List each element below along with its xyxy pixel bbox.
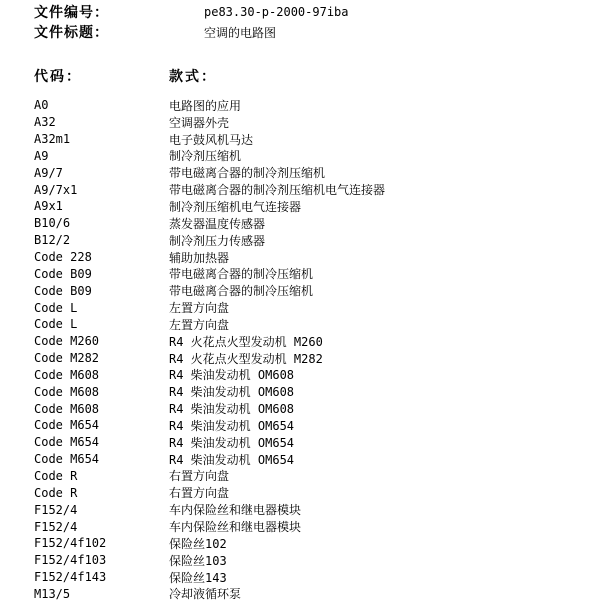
style-column-header: 款式： [169,69,217,85]
row-description: R4 柴油发动机 OM608 [169,402,295,417]
table-header [34,66,217,86]
table-row [34,282,385,299]
row-code: Code M654 [34,435,100,450]
row-description: 电路图的应用 [169,98,242,113]
table-row [34,468,385,485]
row-description: R4 柴油发动机 OM608 [169,385,295,400]
row-description: 制冷剂压缩机 [169,149,242,164]
table-row [34,181,385,198]
row-code: Code 228 [34,250,92,265]
row-code: F152/4f102 [34,536,107,551]
table-row [34,316,385,333]
table-row [34,400,385,417]
row-description: R4 柴油发动机 OM654 [169,435,295,450]
row-code: Code M608 [34,401,100,416]
row-description: 左置方向盘 [169,317,230,332]
row-description: 右置方向盘 [169,486,230,501]
row-code: F152/4 [34,502,78,517]
row-code: Code R [34,468,78,483]
row-code: A9 [34,148,49,163]
table-row [34,383,385,400]
row-description: R4 柴油发动机 OM608 [169,368,295,383]
table-row [34,569,385,586]
row-description: 车内保险丝和继电器模块 [169,503,302,518]
row-description: 右置方向盘 [169,469,230,484]
row-code: Code L [34,317,78,332]
code-column-header: 代码： [34,69,82,85]
row-code: Code R [34,485,78,500]
row-code: Code M654 [34,418,100,433]
row-description: 带电磁离合器的制冷压缩机 [169,267,314,282]
row-description: R4 火花点火型发动机 M282 [169,351,323,366]
table-row [34,232,385,249]
row-description: 带电磁离合器的制冷压缩机 [169,284,314,299]
document-title-row [34,23,276,41]
table-row [34,249,385,266]
row-description: 空调器外壳 [169,115,230,130]
row-description: 保险丝143 [169,570,227,585]
table-row [34,535,385,552]
table-row [34,451,385,468]
row-code: A9/7x1 [34,182,78,197]
table-row [34,265,385,282]
row-description: 保险丝103 [169,553,227,568]
table-row [34,333,385,350]
document-title-label: 文件标题： [34,25,109,41]
table-row [34,131,385,148]
row-description: 冷却液循环泵 [169,587,242,602]
document-title-value: 空调的电路图 [204,25,277,40]
row-description: 辅助加热器 [169,250,230,265]
row-code: Code M608 [34,384,100,399]
row-code: Code B09 [34,266,92,281]
row-description: 制冷剂压力传感器 [169,233,266,248]
row-description: 车内保险丝和继电器模块 [169,520,302,535]
row-description: 制冷剂压缩机电气连接器 [169,199,302,214]
row-code: B12/2 [34,233,71,248]
table-row [34,114,385,131]
table-row [34,501,385,518]
code-table [34,97,385,602]
table-row [34,299,385,316]
row-code: Code L [34,300,78,315]
table-row [34,518,385,535]
document-number-row [34,3,349,21]
row-description: 保险丝102 [169,536,227,551]
table-row [34,367,385,384]
row-code: Code M654 [34,452,100,467]
row-description: R4 柴油发动机 OM654 [169,418,295,433]
row-code: F152/4f103 [34,553,107,568]
row-code: Code B09 [34,283,92,298]
document-number-label: 文件编号： [34,5,109,21]
row-description: 电子鼓风机马达 [169,132,254,147]
row-description: 带电磁离合器的制冷剂压缩机 [169,166,326,181]
row-code: F152/4f143 [34,570,107,585]
table-row [34,215,385,232]
row-code: Code M282 [34,351,100,366]
document-number-value: pe83.30-p-2000-97iba [204,5,349,19]
row-code: Code M260 [34,334,100,349]
row-description: R4 火花点火型发动机 M260 [169,334,323,349]
table-row [34,585,385,602]
row-code: A32 [34,115,56,130]
row-description: 蒸发器温度传感器 [169,216,266,231]
table-row [34,417,385,434]
table-row [34,552,385,569]
row-code: Code M608 [34,367,100,382]
row-description: 左置方向盘 [169,301,230,316]
row-description: R4 柴油发动机 OM654 [169,452,295,467]
row-code: A9x1 [34,199,63,214]
row-code: F152/4 [34,519,78,534]
row-code: A0 [34,98,49,113]
table-row [34,198,385,215]
row-code: A32m1 [34,132,71,147]
table-row [34,350,385,367]
table-row [34,434,385,451]
row-code: M13/5 [34,586,71,601]
row-code: B10/6 [34,216,71,231]
table-row [34,148,385,165]
row-code: A9/7 [34,165,63,180]
table-row [34,97,385,114]
table-row [34,164,385,181]
table-row [34,484,385,501]
row-description: 带电磁离合器的制冷剂压缩机电气连接器 [169,183,386,198]
